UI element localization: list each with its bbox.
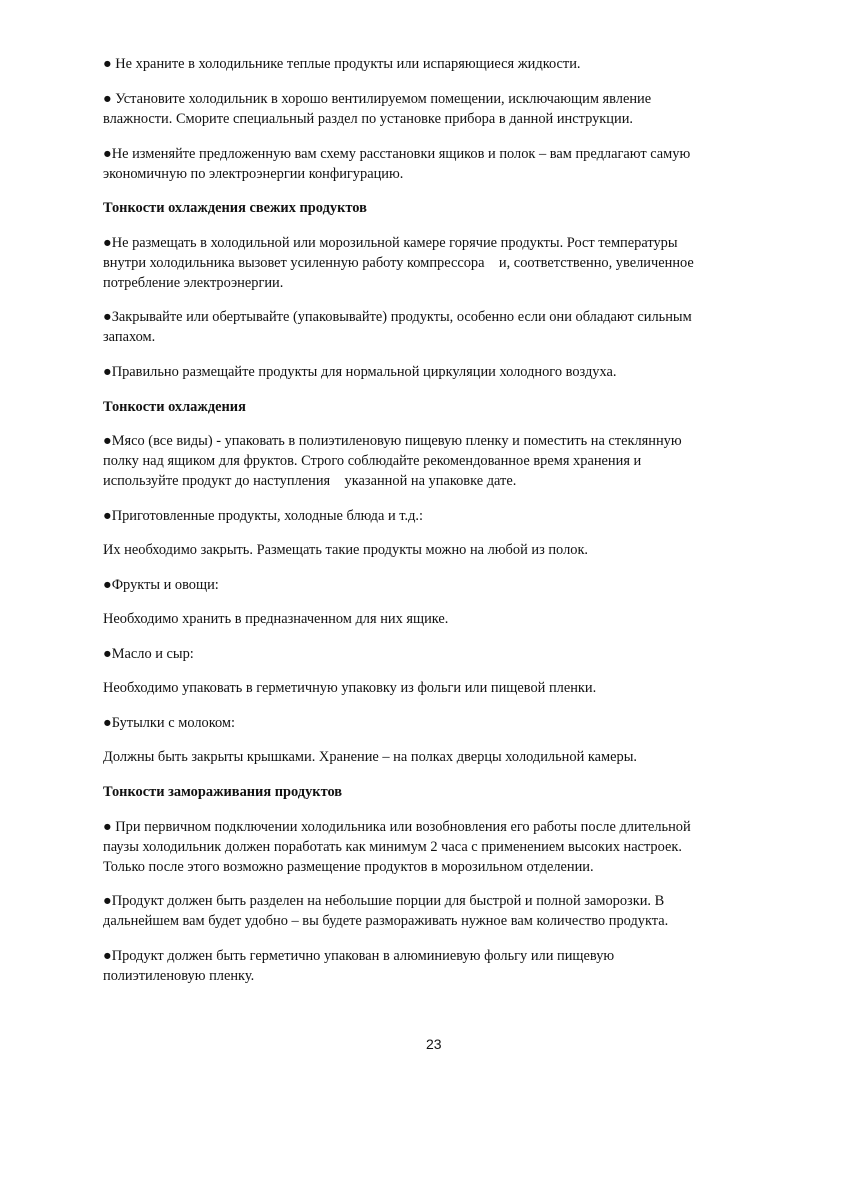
section-heading: Тонкости замораживания продуктов bbox=[103, 784, 343, 800]
paragraph-line: Их необходимо закрыть. Размещать такие продукты можно на любой из полок. bbox=[103, 542, 589, 558]
paragraph-line: паузы холодильник должен поработать как минимум 2 часа с применением высоких настроек. bbox=[103, 839, 682, 855]
bullet-line: ●Приготовленные продукты, холодные блюда и т.д.: bbox=[103, 508, 423, 524]
paragraph-line: внутри холодильника вызовет усиленную работу компрессора и, соответственно, увеличенное bbox=[103, 255, 694, 271]
paragraph-line: влажности. Сморите специальный раздел по установке прибора в данной инструкции. bbox=[103, 111, 633, 127]
bullet-line: ●Бутылки с молоком: bbox=[103, 715, 235, 731]
paragraph-line: потребление электроэнергии. bbox=[103, 275, 284, 291]
paragraph-line: полиэтиленовую пленку. bbox=[103, 968, 255, 984]
paragraph-line: Необходимо хранить в предназначенном для них ящике. bbox=[103, 611, 449, 627]
bullet-line: ● При первичном подключении холодильника или возобновления его работы после длительной bbox=[103, 819, 691, 835]
bullet-line: ●Фрукты и овощи: bbox=[103, 577, 219, 593]
page-number: 23 bbox=[426, 1036, 442, 1052]
paragraph-line: Необходимо упаковать в герметичную упаковку из фольги или пищевой пленки. bbox=[103, 680, 597, 696]
bullet-line: ● Установите холодильник в хорошо вентилируемом помещении, исключающим явление bbox=[103, 91, 652, 107]
bullet-line: ●Не размещать в холодильной или морозильной камере горячие продукты. Рост температуры bbox=[103, 235, 678, 251]
section-heading: Тонкости охлаждения bbox=[103, 399, 246, 415]
paragraph-line: полку над ящиком для фруктов. Строго соблюдайте рекомендованное время хранения и bbox=[103, 453, 642, 469]
paragraph-line: Только после этого возможно размещение продуктов в морозильном отделении. bbox=[103, 859, 594, 875]
paragraph-line: Должны быть закрыты крышками. Хранение – на полках дверцы холодильной камеры. bbox=[103, 749, 637, 765]
bullet-line: ●Масло и сыр: bbox=[103, 646, 194, 662]
bullet-line: ●Не изменяйте предложенную вам схему расстановки ящиков и полок – вам предлагают самую bbox=[103, 146, 691, 162]
bullet-line: ●Закрывайте или обертывайте (упаковывайте) продукты, особенно если они обладают сильным bbox=[103, 309, 692, 325]
paragraph-line: запахом. bbox=[103, 329, 156, 345]
bullet-line: ●Продукт должен быть герметично упакован в алюминиевую фольгу или пищевую bbox=[103, 948, 615, 964]
bullet-line: ●Продукт должен быть разделен на небольшие порции для быстрой и полной заморозки. В bbox=[103, 893, 665, 909]
bullet-line: ●Мясо (все виды) - упаковать в полиэтиленовую пищевую пленку и поместить на стеклянную bbox=[103, 433, 682, 449]
paragraph-line: экономичную по электроэнергии конфигурацию. bbox=[103, 166, 404, 182]
paragraph-line: дальнейшем вам будет удобно – вы будете размораживать нужное вам количество продукта. bbox=[103, 913, 669, 929]
section-heading: Тонкости охлаждения свежих продуктов bbox=[103, 200, 367, 216]
paragraph-line: используйте продукт до наступления указанной на упаковке дате. bbox=[103, 473, 517, 489]
bullet-line: ● Не храните в холодильнике теплые продукты или испаряющиеся жидкости. bbox=[103, 56, 581, 72]
bullet-line: ●Правильно размещайте продукты для нормальной циркуляции холодного воздуха. bbox=[103, 364, 617, 380]
